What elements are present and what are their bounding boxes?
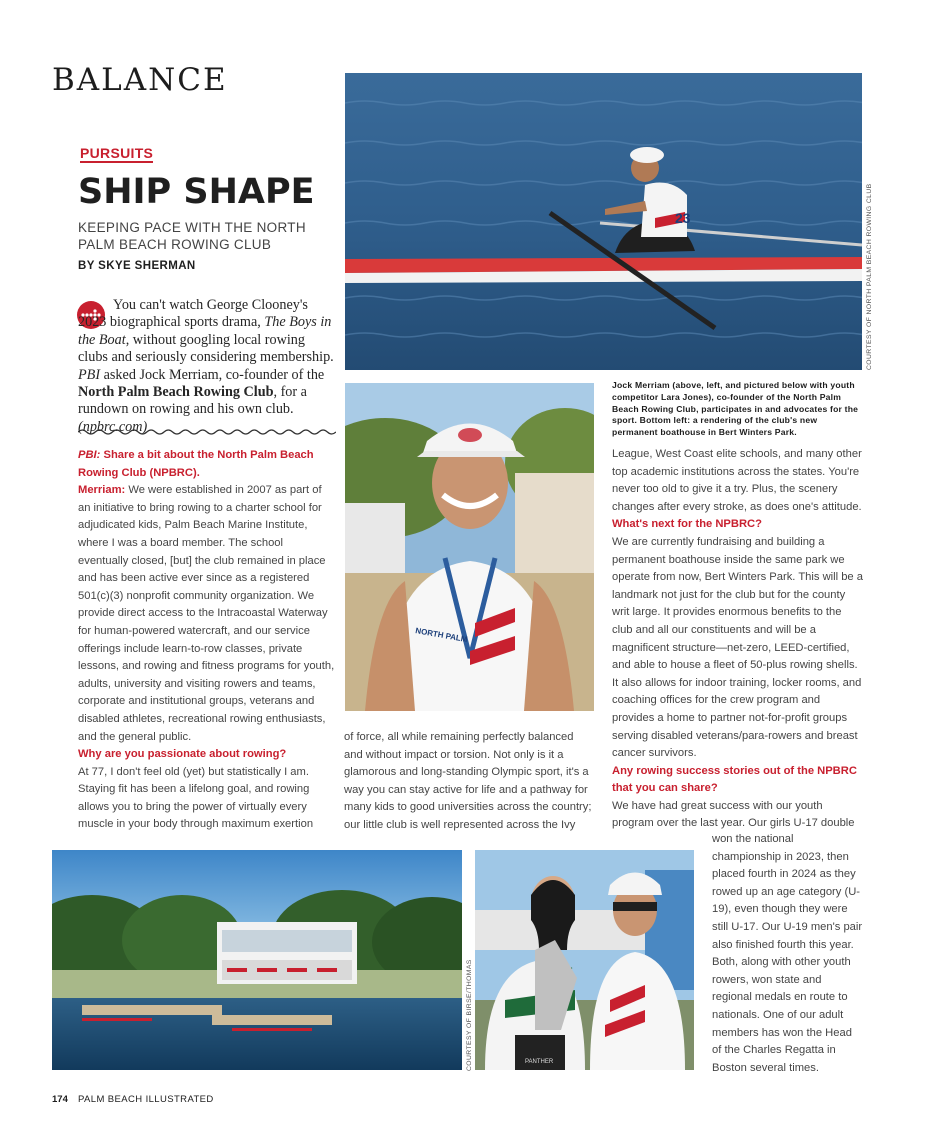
film-title: The Boys in the Boat [78, 314, 332, 348]
wave-divider [78, 427, 336, 437]
subhead: KEEPING PACE WITH THE NORTH PALM BEACH ROWING CLUB [78, 220, 306, 252]
question-3: What's next for the NPBRC? [612, 518, 762, 531]
photo-rower-on-water [345, 73, 862, 370]
credit-boathouse: COURTESY OF BIRSE/THOMAS [466, 959, 473, 1071]
question-1: PBI: Share a bit about the North Palm Beach Rowing Club (NPBRC). [78, 449, 314, 479]
answer-1: Merriam: We were established in 2007 as part of an initiative to bring rowing to a charter school for adjudicated kids, Palm Beach Marine Institute, where I was a board member. The school eventually closed, [but] the club remained in place and has been active ever since as a registered 501(c)(3) nonprofit community organization. We provide direct access to the Intracoastal Waterway for human-powered watercraft, and our service offerings include learn-to-row classes, private lessons, and rowing and fitness programs for youth, adults, university and visiting rowers and teams, corporate and institutional groups, veterans and disabled athletes, recreational rowing enthusiasts, and the general public. [78, 484, 335, 743]
body-column-3 [612, 446, 864, 833]
section-kicker: PURSUITS [80, 145, 154, 161]
club-name: North Palm Beach Rowing Club [78, 384, 274, 401]
photo-boathouse-rendering [52, 850, 462, 1070]
question-2: Why are you passionate about rowing? [78, 748, 287, 761]
byline: BY SKYE SHERMAN [78, 260, 196, 272]
intro-paragraph: You can't watch George Clooney's 2023 biographical sports drama, The Boys in the Boat, without googling local rowing clubs and seriously considering membership. PBI asked Jock Merriam, co-founder of the North Palm Beach Rowing Club, for a rundown on rowing and his own club. (npbrc.com) [78, 297, 334, 435]
duo-shorts-text: PANTHER [525, 1059, 554, 1065]
photo-caption: Jock Merriam (above, left, and pictured below with youth competitor Lara Jones), co-founder of the North Palm Beach Rowing Club, participates in and advocates for the sport. Bottom left: a rendering of the club's new permanent boathouse in Bert Winters Park. [612, 380, 859, 438]
answer-3: We are currently fundraising and building a permanent boathouse inside the same park we operate from now, Bert Winters Park. This will be a landmark not just for the club but for the county writ large. It provides enormous benefits to the club and all our constituents and will be a magnificent structure—net-zero, LEED-certified, and able to house a fleet of 50-plus rowing shells. It also allows for indoor training, locker rooms, and coaching offices for the crew program and provides a home to partner not-for-profit groups serving disabled veterans/para-rowers and breast cancer survivors. [612, 535, 863, 760]
answer-2-part-3: League, West Coast elite schools, and many other top academic institutions across the states. You're never too old to give it a try. Plus, the scenery changes after every stroke, as does one's attitude. [612, 448, 862, 513]
answer-2-part-2: of force, all while remaining perfectly balanced and without impact or torsion. Not only is it a glamorous and long-standing Olympic sport, it's a way you can stay active for life and a pathway for many kids to good universities across the country; our little club is well represented across the Ivy [344, 731, 592, 831]
pbi-mark: PBI [78, 366, 101, 383]
credit-rower: COURTESY OF NORTH PALM BEACH ROWING CLUB [866, 183, 873, 370]
magazine-name: PALM BEACH ILLUSTRATED [78, 1094, 214, 1105]
club-url: (npbrc.com) [78, 418, 148, 435]
photo-portrait-jock-merriam [345, 383, 594, 711]
answer-4-lead: We have had great success with our youth program over the last year. Our girls U-17 double [612, 799, 855, 830]
answer-2-part-1: At 77, I don't feel old (yet) but statistically I am. Staying fit has been a lifelong goal, and rowing allows you to bring the power of virtually every muscle in your body through maximum exertion [78, 765, 314, 831]
question-4: Any rowing success stories out of the NPBRC that you can share? [612, 764, 857, 795]
body-column-2 [344, 729, 594, 835]
headline: SHIP SHAPE [78, 172, 315, 212]
body-column-1 [78, 447, 336, 834]
jersey-text: NORTH PALM [414, 626, 469, 645]
answer-4-rest: won the national championship in 2023, then placed fourth in 2024 as they rowed up an age category (U-19), even though they were still U-17. Our U-19 men's pair also finished fourth this year. Both, along with other youth rowers, won state and regional medals en route to nationals. One of our adult members has won the Head of the Charles Regatta in Boston several times. [712, 833, 863, 1074]
photo-merriam-and-youth-rower [475, 850, 694, 1070]
page-number: 174 [52, 1094, 68, 1105]
section-brand: BALANCE [52, 62, 228, 98]
bib-number: 23 [675, 210, 691, 226]
body-column-3-narrow [712, 831, 864, 1077]
